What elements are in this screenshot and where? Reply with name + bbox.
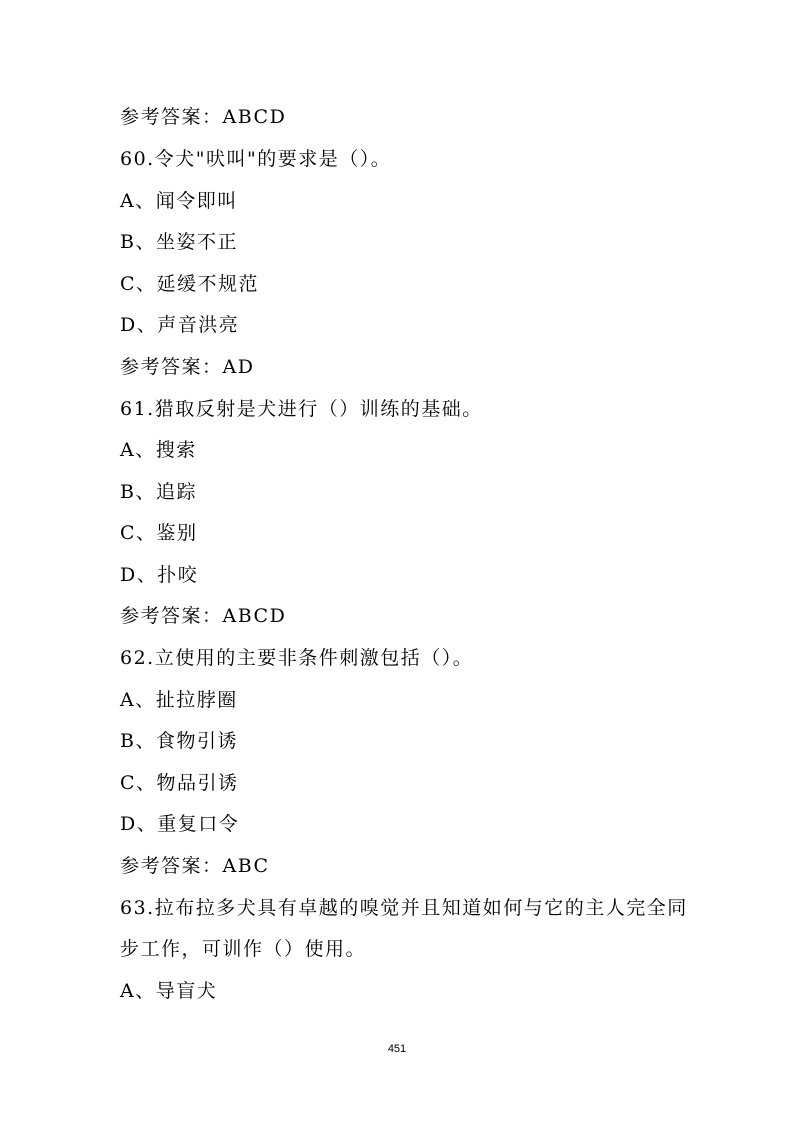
option-line: D、扑咬 (120, 564, 199, 586)
option-line: B、追踪 (120, 481, 197, 503)
option-line: D、声音洪亮 (120, 314, 240, 336)
option-line: A、扯拉脖圈 (120, 689, 238, 711)
question-line-continued: 步工作，可训作（）使用。 (120, 938, 367, 960)
option-line: A、导盲犬 (120, 980, 218, 1002)
option-line: C、延缓不规范 (120, 273, 260, 295)
answer-line: 参考答案：ABCD (120, 106, 287, 128)
question-line: 63.拉布拉多犬具有卓越的嗅觉并且知道如何与它的主人完全同 (120, 897, 688, 919)
option-line: C、物品引诱 (120, 772, 239, 794)
option-line: D、重复口令 (120, 813, 240, 835)
option-line: A、闻令即叫 (120, 190, 238, 212)
option-line: A、搜索 (120, 439, 197, 461)
answer-line: 参考答案：ABC (120, 855, 270, 877)
page-number: 451 (387, 1043, 407, 1055)
option-line: B、坐姿不正 (120, 231, 238, 253)
answer-line: 参考答案：ABCD (120, 605, 287, 627)
answer-line: 参考答案：AD (120, 356, 255, 378)
option-line: C、鉴别 (120, 522, 198, 544)
question-line: 61.猎取反射是犬进行（）训练的基础。 (120, 398, 483, 420)
question-line: 60.令犬"吠叫"的要求是（）。 (120, 148, 392, 170)
option-line: B、食物引诱 (120, 730, 238, 752)
question-line: 62.立使用的主要非条件刺激包括（）。 (120, 647, 474, 669)
